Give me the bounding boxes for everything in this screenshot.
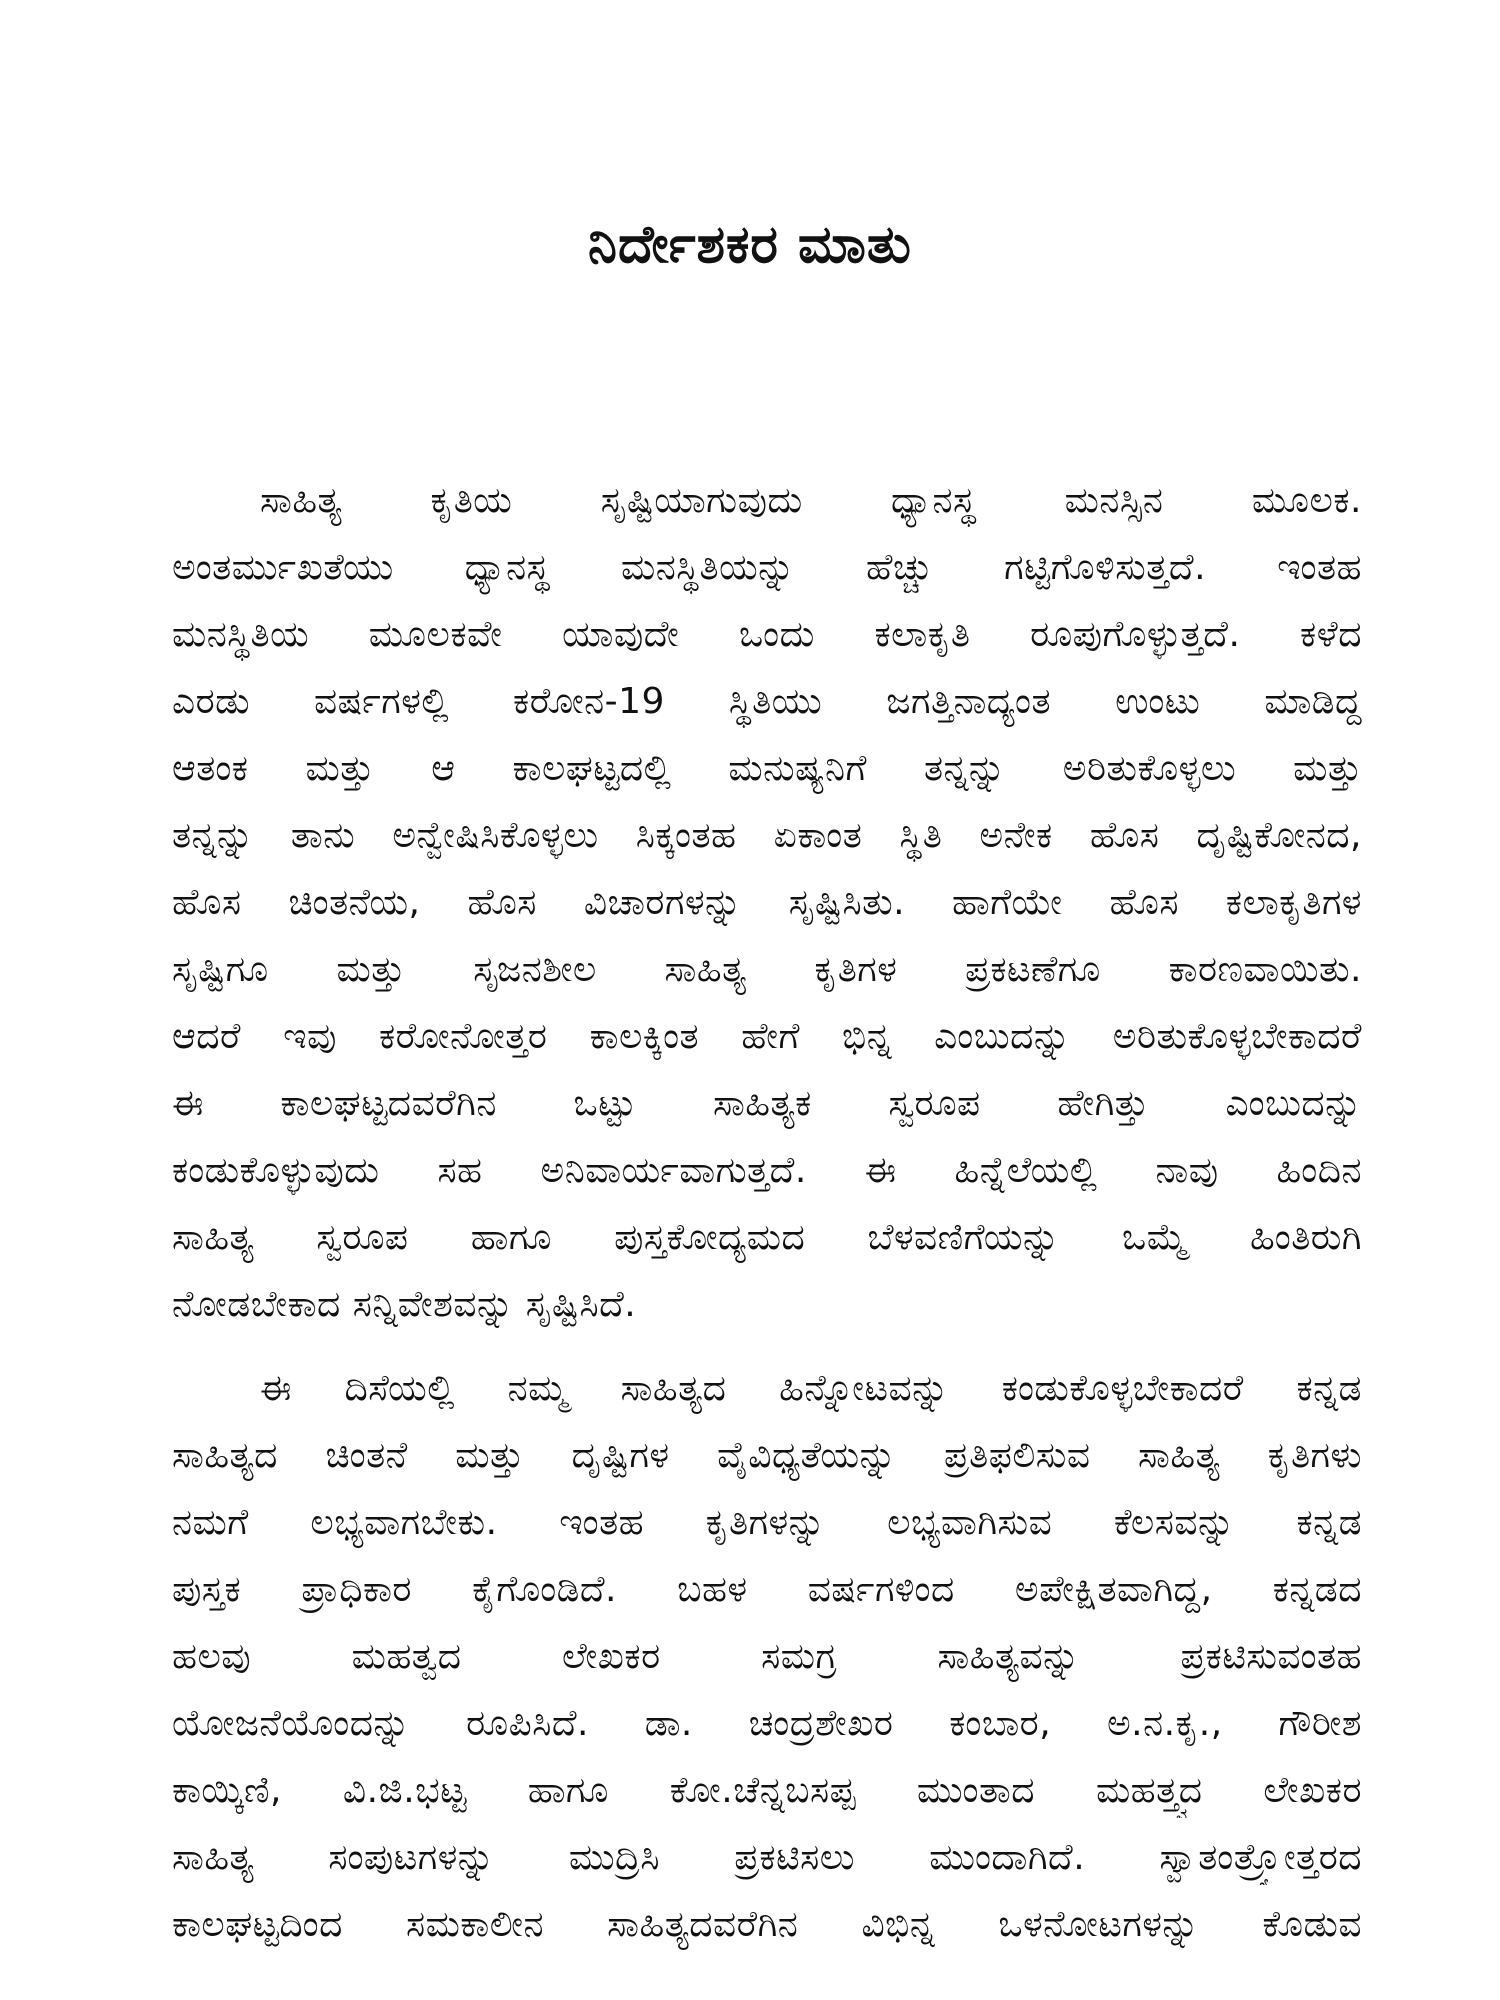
text-line: ಆತಂಕ ಮತ್ತು ಆ ಕಾಲಘಟ್ಟದಲ್ಲಿ ಮನುಷ್ಯನಿಗೆ ತನ್ನನ್ನು ಅರಿತುಕೊಳ್ಳಲು ಮತ್ತು	[172, 748, 1362, 789]
page-title: ನಿರ್ದೇಶಕರ ಮಾತು	[588, 215, 912, 275]
text-line: ಮನಸ್ಥಿತಿಯ ಮೂಲಕವೇ ಯಾವುದೇ ಒಂದು ಕಲಾಕೃತಿ ರೂಪುಗೊಳ್ಳುತ್ತದೆ. ಕಳೆದ	[172, 614, 1362, 655]
text-line: ಸೃಷ್ಟಿಗೂ ಮತ್ತು ಸೃಜನಶೀಲ ಸಾಹಿತ್ಯ ಕೃತಿಗಳ ಪ್ರಕಟಣೆಗೂ ಕಾರಣವಾಯಿತು.	[172, 949, 1362, 990]
text-line: ಯೋಜನೆಯೊಂದನ್ನು ರೂಪಿಸಿದೆ. ಡಾ. ಚಂದ್ರಶೇಖರ ಕಂಬಾರ, ಅ.ನ.ಕೃ., ಗೌರೀಶ	[172, 1703, 1362, 1744]
text-line: ಸಾಹಿತ್ಯ ಕೃತಿಯ ಸೃಷ್ಟಿಯಾಗುವುದು ಧ್ಯಾನಸ್ಥ ಮನಸ್ಸಿನ ಮೂಲಕ.	[260, 480, 1362, 521]
text-line: ಸಾಹಿತ್ಯ ಸ್ವರೂಪ ಹಾಗೂ ಪುಸ್ತಕೋದ್ಯಮದ ಬೆಳವಣಿಗೆಯನ್ನು ಒಮ್ಮೆ ಹಿಂತಿರುಗಿ	[172, 1217, 1362, 1258]
text-line: ಪುಸ್ತಕ ಪ್ರಾಧಿಕಾರ ಕೈಗೊಂಡಿದೆ. ಬಹಳ ವರ್ಷಗಳಿಂದ ಅಪೇಕ್ಷಿತವಾಗಿದ್ದ, ಕನ್ನಡದ	[172, 1569, 1362, 1610]
text-line: ಸಾಹಿತ್ಯ ಸಂಪುಟಗಳನ್ನು ಮುದ್ರಿಸಿ ಪ್ರಕಟಿಸಲು ಮುಂದಾಗಿದೆ. ಸ್ವಾತಂತ್ರ್ಯೋತ್ತರದ	[172, 1837, 1362, 1878]
text-line: ನೋಡಬೇಕಾದ ಸನ್ನಿವೇಶವನ್ನು ಸೃಷ್ಟಿಸಿದೆ.	[172, 1284, 637, 1325]
text-line: ಅಂತರ್ಮುಖತೆಯು ಧ್ಯಾನಸ್ಥ ಮನಸ್ಥಿತಿಯನ್ನು ಹೆಚ್ಚು ಗಟ್ಟಿಗೊಳಿಸುತ್ತದೆ. ಇಂತಹ	[172, 547, 1362, 588]
text-line: ಕಂಡುಕೊಳ್ಳುವುದು ಸಹ ಅನಿವಾರ್ಯವಾಗುತ್ತದೆ. ಈ ಹಿನ್ನೆಲೆಯಲ್ಲಿ ನಾವು ಹಿಂದಿನ	[172, 1150, 1362, 1191]
text-line: ಕಾಯ್ಕಿಣಿ, ವಿ.ಜಿ.ಭಟ್ಟ ಹಾಗೂ ಕೋ.ಚೆನ್ನಬಸಪ್ಪ ಮುಂತಾದ ಮಹತ್ತ್ವದ ಲೇಖಕರ	[172, 1770, 1362, 1811]
text-line: ಹೊಸ ಚಿಂತನೆಯ, ಹೊಸ ವಿಚಾರಗಳನ್ನು ಸೃಷ್ಟಿಸಿತು. ಹಾಗೆಯೇ ಹೊಸ ಕಲಾಕೃತಿಗಳ	[172, 882, 1362, 923]
text-line: ತನ್ನನ್ನು ತಾನು ಅನ್ವೇಷಿಸಿಕೊಳ್ಳಲು ಸಿಕ್ಕಂತಹ ಏಕಾಂತ ಸ್ಥಿತಿ ಅನೇಕ ಹೊಸ ದೃಷ್ಟಿಕೋನದ,	[172, 815, 1362, 856]
text-line: ನಮಗೆ ಲಭ್ಯವಾಗಬೇಕು. ಇಂತಹ ಕೃತಿಗಳನ್ನು ಲಭ್ಯವಾಗಿಸುವ ಕೆಲಸವನ್ನು ಕನ್ನಡ	[172, 1502, 1362, 1543]
text-line: ಈ ಕಾಲಘಟ್ಟದವರೆಗಿನ ಒಟ್ಟು ಸಾಹಿತ್ಯಕ ಸ್ವರೂಪ ಹೇಗಿತ್ತು ಎಂಬುದನ್ನು	[172, 1083, 1362, 1124]
text-line: ಎರಡು ವರ್ಷಗಳಲ್ಲಿ ಕರೋನ-19 ಸ್ಥಿತಿಯು ಜಗತ್ತಿನಾದ್ಯಂತ ಉಂಟು ಮಾಡಿದ್ದ	[172, 681, 1362, 722]
text-line: ಹಲವು ಮಹತ್ವದ ಲೇಖಕರ ಸಮಗ್ರ ಸಾಹಿತ್ಯವನ್ನು ಪ್ರಕಟಿಸುವಂತಹ	[172, 1636, 1362, 1677]
text-line: ಆದರೆ ಇವು ಕರೋನೋತ್ತರ ಕಾಲಕ್ಕಿಂತ ಹೇಗೆ ಭಿನ್ನ ಎಂಬುದನ್ನು ಅರಿತುಕೊಳ್ಳಬೇಕಾದರೆ	[172, 1016, 1362, 1057]
text-line: ಸಾಹಿತ್ಯದ ಚಿಂತನೆ ಮತ್ತು ದೃಷ್ಟಿಗಳ ವೈವಿಧ್ಯತೆಯನ್ನು ಪ್ರತಿಫಲಿಸುವ ಸಾಹಿತ್ಯ ಕೃತಿಗಳು	[172, 1435, 1362, 1476]
text-line: ಕಾಲಘಟ್ಟದಿಂದ ಸಮಕಾಲೀನ ಸಾಹಿತ್ಯದವರೆಗಿನ ವಿಭಿನ್ನ ಒಳನೋಟಗಳನ್ನು ಕೊಡುವ	[172, 1904, 1362, 1945]
text-line: ಈ ದಿಸೆಯಲ್ಲಿ ನಮ್ಮ ಸಾಹಿತ್ಯದ ಹಿನ್ನೋಟವನ್ನು ಕಂಡುಕೊಳ್ಳಬೇಕಾದರೆ ಕನ್ನಡ	[260, 1368, 1362, 1409]
